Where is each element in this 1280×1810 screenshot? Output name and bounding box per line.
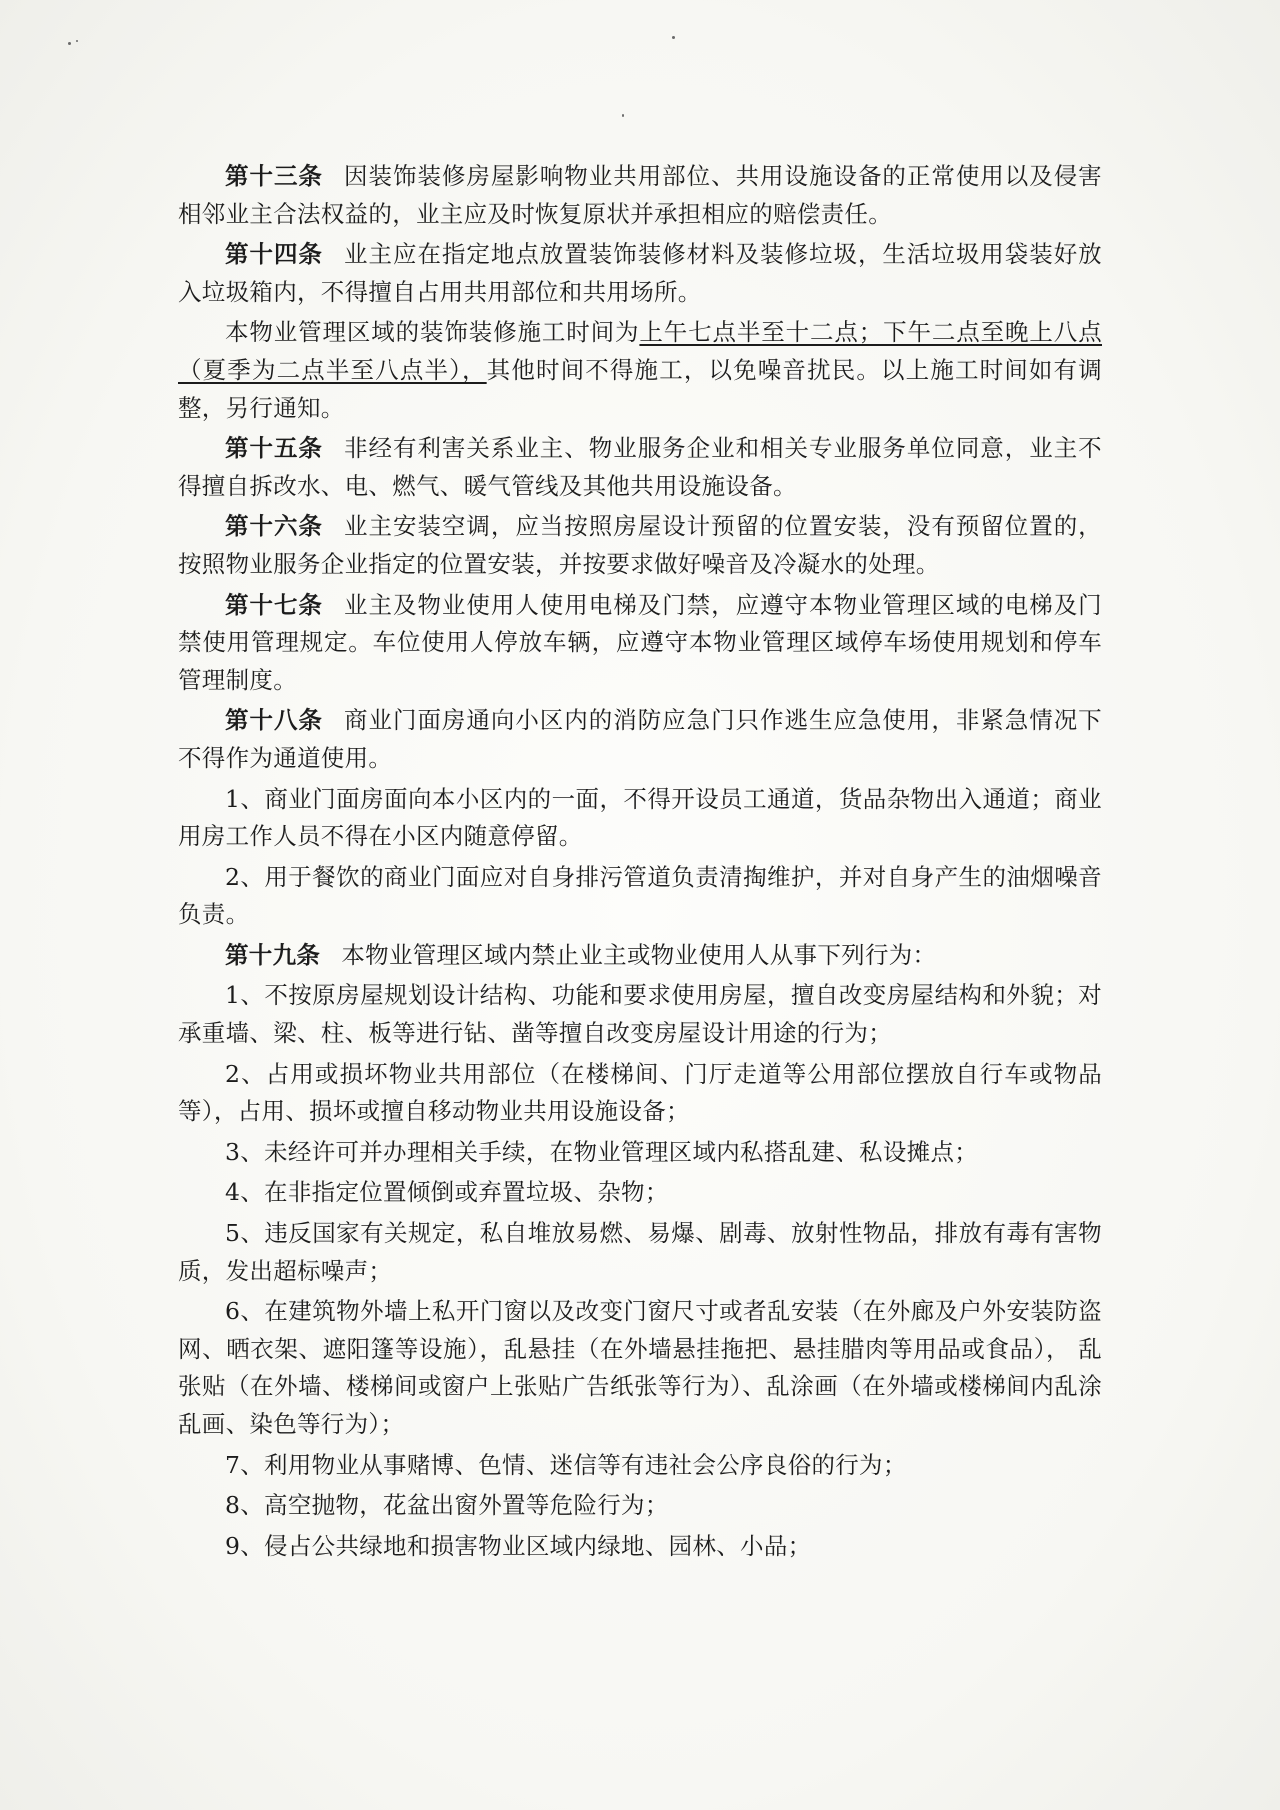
scan-speck — [68, 42, 71, 45]
article-text: 业主应在指定地点放置装饰装修材料及装修垃圾，生活垃圾用袋装好放入垃圾箱内，不得擅自占用共用部位和共用场所。 — [178, 240, 1102, 306]
article-heading: 第十三条 — [225, 162, 323, 190]
scan-speck — [76, 40, 78, 42]
article-heading: 第十四条 — [225, 240, 323, 269]
list-item: 9、侵占公共绿地和损害物业区域内绿地、园林、小品； — [225, 1531, 812, 1560]
article-19 — [178, 937, 1102, 975]
article-heading: 第十九条 — [225, 940, 321, 969]
scan-speck — [672, 36, 675, 39]
article-16 — [178, 508, 1102, 583]
list-item: 8、高空抛物，花盆出窗外置等危险行为； — [225, 1491, 669, 1520]
hours-text-before: 本物业管理区域的装饰装修施工时间为 — [225, 318, 640, 347]
list-item: 5、违反国家有关规定，私自堆放易燃、易爆、剧毒、放射性物品，排放有毒有害物质，发出超标噪声； — [178, 1219, 1102, 1285]
article-heading: 第十五条 — [225, 434, 323, 463]
scan-speck — [622, 114, 624, 117]
article-17 — [178, 587, 1102, 700]
article-text: 本物业管理区域内禁止业主或物业使用人从事下列行为： — [341, 940, 937, 969]
article-heading: 第十六条 — [225, 512, 323, 541]
article-14 — [178, 236, 1102, 311]
article-text: 因装饰装修房屋影响物业共用部位、共用设施设备的正常使用以及侵害相邻业主合法权益的，业主应及时恢复原状并承担相应的赔偿责任。 — [178, 162, 1102, 228]
construction-hours-paragraph — [178, 314, 1102, 427]
list-item: 4、在非指定位置倾倒或弃置垃圾、杂物； — [225, 1178, 669, 1207]
document-body — [178, 158, 1102, 1568]
list-item: 7、利用物业从事赌博、色情、迷信等有违社会公序良俗的行为； — [225, 1450, 907, 1479]
article-18 — [178, 702, 1102, 777]
article-text: 业主及物业使用人使用电梯及门禁，应遵守本物业管理区域的电梯及门禁使用管理规定。车位使用人停放车辆，应遵守本物业管理区域停车场使用规划和停车管理制度。 — [178, 590, 1102, 694]
article-text: 商业门面房通向小区内的消防应急门只作逃生应急使用，非紧急情况下不得作为通道使用。 — [178, 706, 1102, 772]
article-heading: 第十七条 — [225, 590, 323, 619]
article-13 — [178, 158, 1102, 233]
article-text: 非经有利害关系业主、物业服务企业和相关专业服务单位同意，业主不得擅自拆改水、电、燃气、暖气管线及其他共用设施设备。 — [178, 434, 1102, 500]
list-item: 2、占用或损坏物业共用部位（在楼梯间、门厅走道等公用部位摆放自行车或物品等），占用、损坏或擅自移动物业共用设施设备； — [178, 1059, 1102, 1126]
article-15 — [178, 430, 1102, 505]
list-item: 3、未经许可并办理相关手续，在物业管理区域内私搭乱建、私设摊点； — [225, 1137, 979, 1166]
hours-underlined: 上午七点半至十二点；下午二点至晚上八点（夏季为二点半至八点半）， — [178, 318, 1102, 384]
article-heading: 第十八条 — [225, 706, 323, 735]
hours-text-after: 其他时间不得施工，以免噪音扰民。以上施工时间如有调整，另行通知。 — [178, 355, 1103, 422]
list-item: 1、不按原房屋规划设计结构、功能和要求使用房屋，擅自改变房屋结构和外貌；对承重墙、梁、柱、板等进行钻、凿等擅自改变房屋设计用途的行为； — [178, 981, 1102, 1048]
list-item: 6、在建筑物外墙上私开门窗以及改变门窗尺寸或者乱安装（在外廊及户外安装防盗网、晒衣架、遮阳篷等设施），乱悬挂（在外墙悬挂拖把、悬挂腊肉等用品或食品）， 乱张贴（在外墙、楼梯间或窗户上张贴广告纸张等行为）、乱涂画（在外墙或楼梯间内乱涂乱画、染色等行为）； — [178, 1297, 1102, 1438]
list-item: 1、商业门面房面向本小区内的一面，不得开设员工通道，货品杂物出入通道；商业用房工作人员不得在小区内随意停留。 — [178, 784, 1102, 851]
article-text: 业主安装空调，应当按照房屋设计预留的位置安装，没有预留位置的，按照物业服务企业指定的位置安装，并按要求做好噪音及冷凝水的处理。 — [178, 512, 1102, 578]
list-item: 2、用于餐饮的商业门面应对自身排污管道负责清掏维护，并对自身产生的油烟噪音负责。 — [178, 862, 1102, 929]
